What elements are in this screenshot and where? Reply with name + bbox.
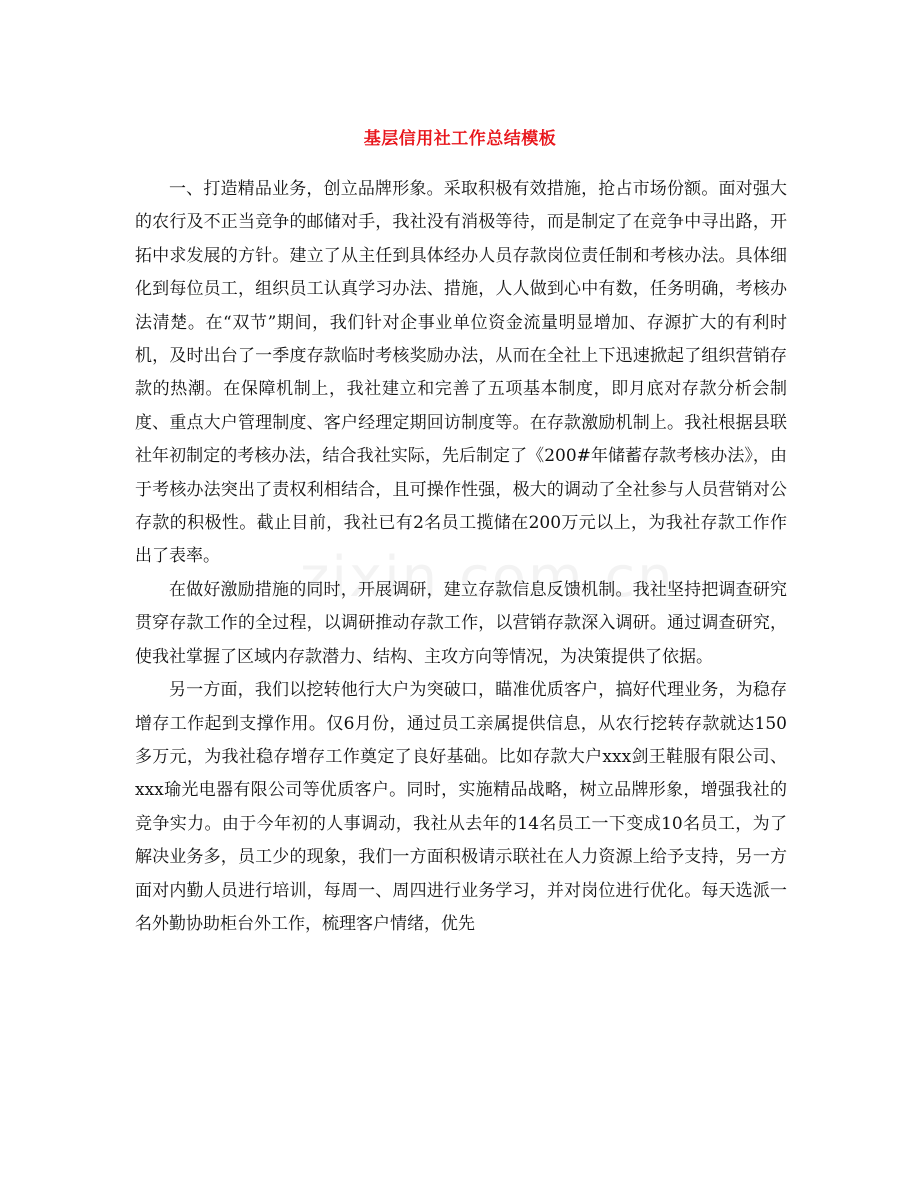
document-title: 基层信用社工作总结模板 — [363, 129, 557, 149]
paragraph-2: 在做好激励措施的同时，开展调研，建立存款信息反馈机制。我社坚持把调查研究贯穿存款工作的全过程，以调研推动存款工作，以营销存款深入调研。通过调查研究，使我社掌握了区域内存款潜力、结构、主攻方向等情况，为决策提供了依据。 — [135, 579, 787, 667]
paragraph-3: 另一方面，我们以挖转他行大户为突破口，瞄准优质客户，搞好代理业务，为稳存增存工作起到支撑作用。仅6月份，通过员工亲属提供信息，从农行挖转存款就达150多万元，为我社稳存增存工作奠定了良好基础。比如存款大户xxx剑王鞋服有限公司、xxx瑜光电器有限公司等优质客户。同时，实施精品战略，树立品牌形象，增强我社的竞争实力。由于今年初的人事调动，我社从去年的14名员工一下变成10名员工，为了解决业务多，员工少的现象，我们一方面积极请示联社在人力资源上给予支持，另一方面对内勤人员进行培训，每周一、周四进行业务学习，并对岗位进行优化。每天选派一名外勤协助柜台外工作，梳理客户情绪，优先 — [135, 680, 787, 934]
document-body — [135, 173, 787, 941]
paragraph-1: 一、打造精品业务，创立品牌形象。采取积极有效措施，抢占市场份额。面对强大的农行及不正当竞争的邮储对手，我社没有消极等待，而是制定了在竞争中寻出路，开拓中求发展的方针。建立了从主任到具体经办人员存款岗位责任制和考核办法。具体细化到每位员工，组织员工认真学习办法、措施，人人做到心中有数，任务明确，考核办法清楚。在“双节”期间，我们针对企事业单位资金流量明显增加、存源扩大的有利时机，及时出台了一季度存款临时考核奖励办法，从而在全社上下迅速掀起了组织营销存款的热潮。在保障机制上，我社建立和完善了五项基本制度，即月底对存款分析会制度、重点大户管理制度、客户经理定期回访制度等。在存款激励机制上。我社根据县联社年初制定的考核办法，结合我社实际，先后制定了《200#年储蓄存款考核办法》，由于考核办法突出了责权利相结合，且可操作性强，极大的调动了全社参与人员营销对公存款的积极性。截止目前，我社已有2名员工揽储在200万元以上，为我社存款工作作出了表率。 — [135, 179, 787, 567]
